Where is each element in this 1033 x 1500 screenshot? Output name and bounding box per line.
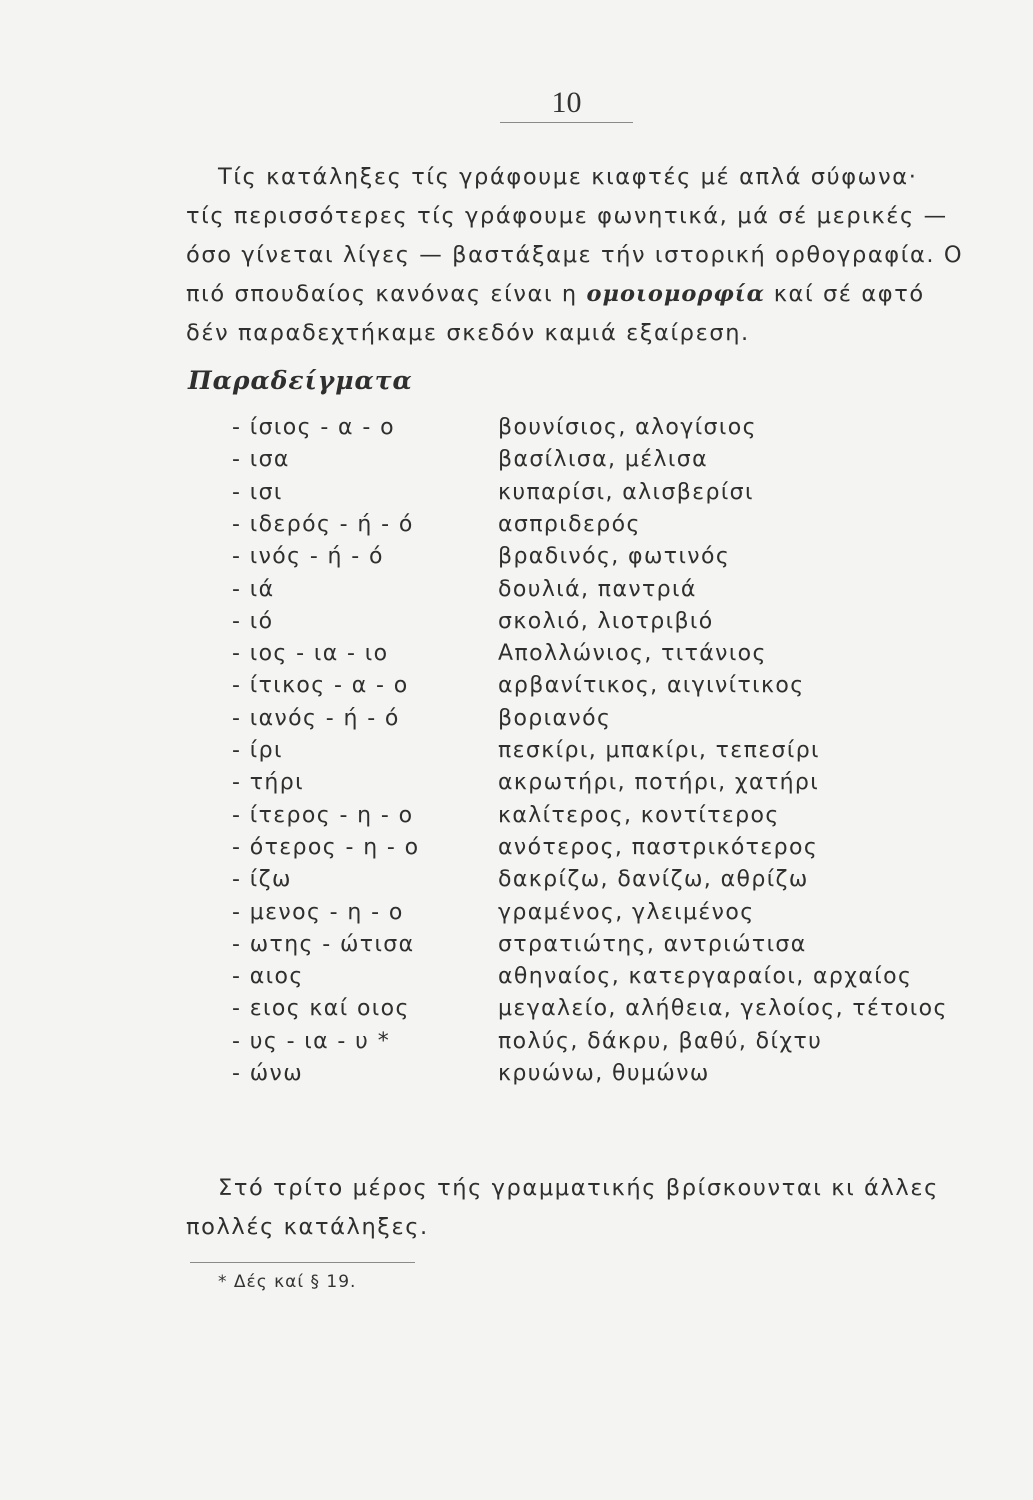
example-words: πολύς, δάκρυ, βαθύ, δίχτυ bbox=[498, 1028, 823, 1054]
example-row bbox=[0, 996, 1033, 1028]
example-suffix: - ιά bbox=[232, 576, 275, 602]
example-words: μεγαλείο, αλήθεια, γελοίος, τέτοιος bbox=[498, 996, 948, 1022]
intro-line-4-end: καί σέ αφτό bbox=[764, 281, 925, 307]
example-suffix: - ιό bbox=[232, 608, 274, 634]
example-row bbox=[0, 1061, 1033, 1093]
example-row bbox=[0, 577, 1033, 609]
example-row bbox=[0, 706, 1033, 738]
example-words: κρυώνω, θυμώνω bbox=[498, 1061, 710, 1086]
intro-emphasis-term: ομοιομορφία bbox=[586, 281, 765, 307]
example-row bbox=[0, 415, 1033, 447]
example-suffix: - ίτικος - α - ο bbox=[232, 673, 409, 699]
example-words: βραδινός, φωτινός bbox=[498, 544, 731, 570]
example-row bbox=[0, 900, 1033, 932]
example-suffix: - ιδερός - ή - ό bbox=[232, 511, 414, 537]
example-row bbox=[0, 1029, 1033, 1061]
example-row bbox=[0, 964, 1033, 996]
intro-line-4 bbox=[186, 281, 925, 307]
example-words: βοριανός bbox=[498, 705, 612, 731]
example-words: δουλιά, παντριά bbox=[498, 576, 697, 602]
example-suffix: - ότερος - η - ο bbox=[232, 834, 420, 860]
example-suffix: - ισι bbox=[232, 479, 283, 505]
example-words: κυπαρίσι, αλισβερίσι bbox=[498, 479, 754, 505]
closing-line-2: πολλές κατάληξες. bbox=[186, 1214, 429, 1240]
example-suffix: - ιανός - ή - ό bbox=[232, 705, 400, 731]
example-words: αθηναίος, κατεργαραίοι, αρχαίος bbox=[498, 964, 913, 990]
example-row bbox=[0, 609, 1033, 641]
example-row bbox=[0, 544, 1033, 576]
example-suffix: - ίτερος - η - ο bbox=[232, 802, 414, 828]
examples-heading: Παραδείγματα bbox=[188, 366, 413, 395]
example-words: δακρίζω, δανίζω, αθρίζω bbox=[498, 867, 809, 893]
example-words: ακρωτήρι, ποτήρι, χατήρι bbox=[498, 770, 820, 796]
example-words: σκολιό, λιοτριβιό bbox=[498, 608, 714, 634]
example-words: πεσκίρι, μπακίρι, τεπεσίρι bbox=[498, 738, 820, 763]
example-suffix: - ώνω bbox=[232, 1061, 304, 1086]
example-row bbox=[0, 673, 1033, 705]
example-row bbox=[0, 770, 1033, 802]
example-words: καλίτερος, κοντίτερος bbox=[498, 802, 780, 828]
example-words: Απολλώνιος, τιτάνιος bbox=[498, 641, 767, 667]
example-suffix: - αιος bbox=[232, 964, 304, 990]
footnote: * Δές καί § 19. bbox=[218, 1272, 357, 1292]
example-suffix: - ισα bbox=[232, 447, 290, 473]
example-row bbox=[0, 835, 1033, 867]
intro-line-3: όσο γίνεται λίγες — βαστάξαμε τήν ιστορική ορθογραφία. Ο bbox=[186, 242, 964, 268]
example-words: αρβανίτικος, αιγινίτικος bbox=[498, 673, 805, 699]
example-suffix: - μενος - η - ο bbox=[232, 899, 404, 925]
example-suffix: - ωτης - ώτισα bbox=[232, 931, 415, 957]
example-words: ανότερος, παστρικότερος bbox=[498, 834, 819, 860]
example-row bbox=[0, 738, 1033, 770]
example-row bbox=[0, 641, 1033, 673]
example-suffix: - ίρι bbox=[232, 738, 283, 763]
example-suffix: - ίζω bbox=[232, 867, 292, 893]
footnote-rule bbox=[190, 1262, 415, 1263]
closing-line-1: Στό τρίτο μέρος τής γραμματικής βρίσκουνται κι άλλες bbox=[218, 1175, 939, 1201]
example-row bbox=[0, 867, 1033, 899]
intro-line-1: Τίς κατάληξες τίς γράφουμε κιαφτές μέ απλά σύφωνα· bbox=[218, 164, 918, 190]
example-row bbox=[0, 803, 1033, 835]
example-words: βασίλισα, μέλισα bbox=[498, 447, 709, 473]
intro-line-5: δέν παραδεχτήκαμε σκεδόν καμιά εξαίρεση. bbox=[186, 320, 750, 346]
example-row bbox=[0, 480, 1033, 512]
example-suffix: - ιος - ια - ιο bbox=[232, 641, 389, 667]
page-number-rule bbox=[500, 122, 633, 123]
example-row bbox=[0, 512, 1033, 544]
example-suffix: - τήρι bbox=[232, 770, 304, 796]
intro-line-2: τίς περισσότερες τίς γράφουμε φωνητικά, μά σέ μερικές — bbox=[186, 203, 948, 229]
example-suffix: - υς - ια - υ * bbox=[232, 1028, 391, 1054]
example-words: βουνίσιος, αλογίσιος bbox=[498, 415, 757, 440]
example-words: γραμένος, γλειμένος bbox=[498, 899, 755, 925]
example-row bbox=[0, 447, 1033, 479]
intro-line-4-start: πιό σπουδαίος κανόνας είναι η bbox=[186, 281, 587, 307]
example-suffix: - ινός - ή - ό bbox=[232, 544, 384, 570]
example-row bbox=[0, 932, 1033, 964]
example-suffix: - ίσιος - α - ο bbox=[232, 415, 395, 440]
example-suffix: - ειος καί οιος bbox=[232, 996, 410, 1022]
example-words: ασπριδερός bbox=[498, 511, 641, 537]
page-number: 10 bbox=[551, 86, 582, 119]
example-words: στρατιώτης, αντριώτισα bbox=[498, 931, 807, 957]
